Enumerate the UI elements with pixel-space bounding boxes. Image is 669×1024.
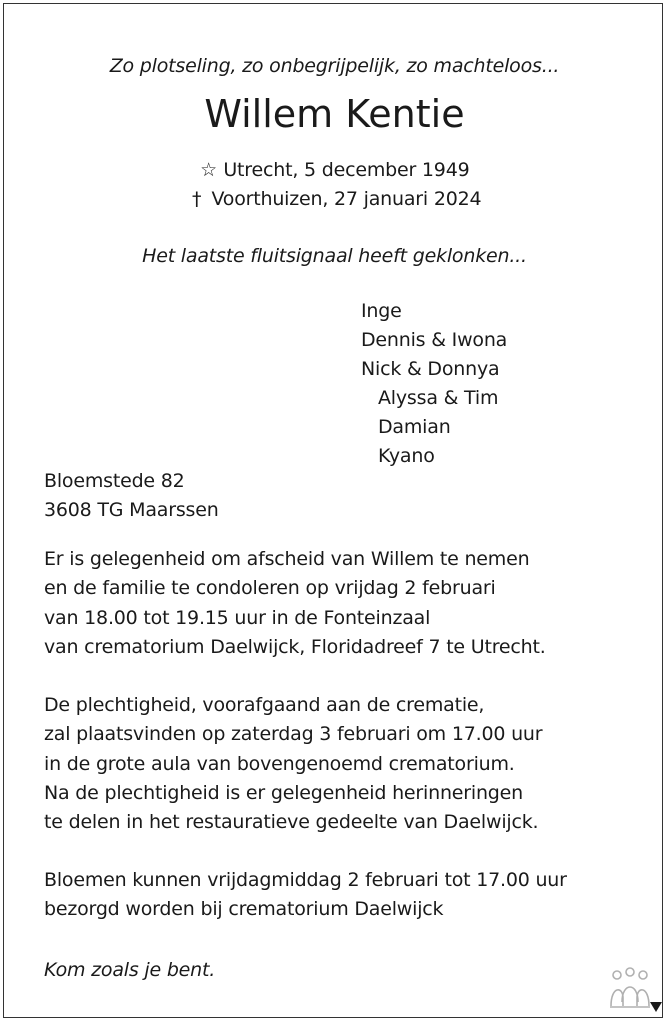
deceased-name: Willem Kentie (204, 92, 465, 136)
condolence-paragraph (44, 545, 546, 662)
grandchild: Kyano (378, 445, 435, 467)
family-member: Dennis & Iwona (361, 329, 508, 351)
address-line: Bloemstede 82 (44, 470, 185, 492)
closing-line: Kom zoals je bent. (44, 959, 216, 981)
birth-text: Utrecht, 5 december 1949 (223, 159, 470, 181)
paragraph-line: bezorgd worden bij crematorium Daelwijck (44, 898, 444, 921)
motto: Zo plotseling, zo onbegrijpelijk, zo machteloos... (109, 55, 560, 77)
paragraph-line: van crematorium Daelwijck, Floridadreef 7 te Utrecht. (44, 635, 546, 658)
birth-line (0, 156, 669, 185)
star-icon: ☆ (200, 159, 217, 181)
family-member: Nick & Donnya (361, 358, 500, 380)
subtitle: Het laatste fluitsignaal heeft geklonken... (142, 245, 527, 267)
paragraph-line: Na de plechtigheid is er gelegenheid herinneringen (44, 781, 523, 804)
paragraph-line: van 18.00 tot 19.15 uur in de Fonteinzaal (44, 606, 431, 629)
paragraph-line: zal plaatsvinden op zaterdag 3 februari om 17.00 uur (44, 723, 543, 746)
paragraph-line: Er is gelegenheid om afscheid van Willem te nemen (44, 548, 530, 570)
paragraph-line: in de grote aula van bovengenoemd crematorium. (44, 752, 515, 775)
family-member: Inge (361, 300, 402, 322)
paragraph-line: en de familie te condoleren op vrijdag 2 februari (44, 577, 496, 600)
death-line (0, 185, 669, 214)
paragraph-line: te delen in het restauratieve gedeelte van Daelwijck. (44, 811, 539, 834)
paragraph-line: De plechtigheid, voorafgaand aan de crematie, (44, 694, 485, 716)
address-line: 3608 TG Maarssen (44, 499, 219, 522)
ceremony-paragraph (44, 691, 542, 837)
address (44, 467, 219, 526)
flowers-paragraph (44, 866, 567, 925)
grandchild: Alyssa & Tim (378, 387, 499, 409)
cross-icon: † (191, 188, 202, 210)
paragraph-line: Bloemen kunnen vrijdagmiddag 2 februari tot 17.00 uur (44, 869, 567, 891)
death-text: Voorthuizen, 27 januari 2024 (211, 188, 482, 210)
grandchild: Damian (378, 416, 451, 438)
triangle-down-icon (649, 1001, 663, 1013)
